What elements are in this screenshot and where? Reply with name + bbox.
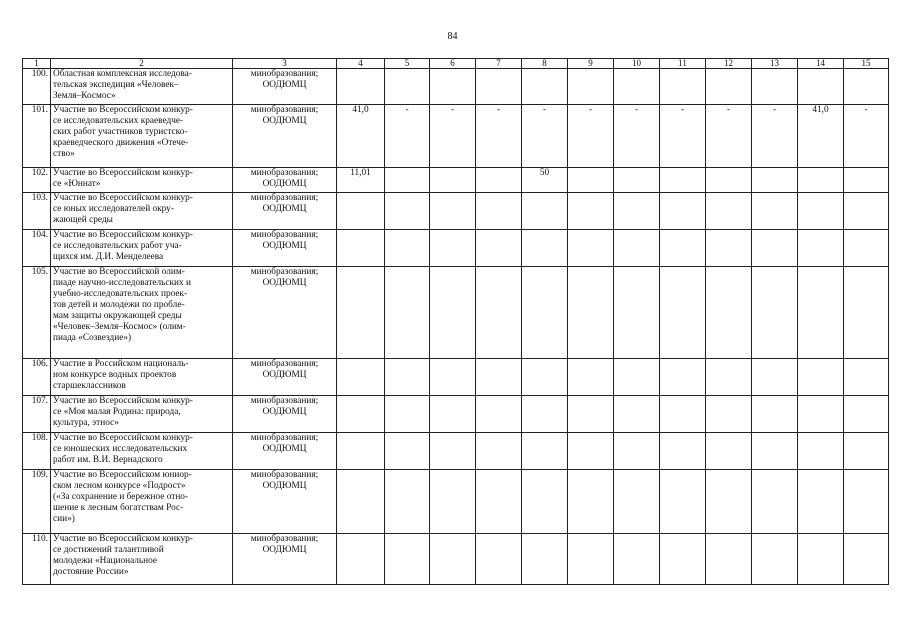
value-cell xyxy=(522,193,568,230)
column-header: 1 xyxy=(23,59,51,69)
value-cell: 11,01 xyxy=(337,168,385,193)
value-cell xyxy=(522,230,568,267)
value-cell xyxy=(614,359,660,396)
value-cell xyxy=(844,193,889,230)
value-cell xyxy=(660,193,706,230)
value-cell xyxy=(430,359,476,396)
value-cell xyxy=(844,168,889,193)
executor-line: минобразования; xyxy=(250,359,319,369)
event-name-line: се «Юннат» xyxy=(53,179,101,189)
event-name-line: Участие во Всероссийском конкур- xyxy=(53,193,193,203)
value-cell: 41,0 xyxy=(337,105,385,168)
event-name-line: Участие в Российском националь- xyxy=(53,359,189,369)
value-cell xyxy=(706,534,752,585)
value-cell xyxy=(385,69,430,105)
executor-line: минобразования; xyxy=(250,534,319,544)
value-cell xyxy=(614,534,660,585)
value-cell xyxy=(660,230,706,267)
event-name-line: сии») xyxy=(53,514,75,524)
executor xyxy=(233,470,337,534)
event-name xyxy=(51,230,233,267)
value-cell: - xyxy=(476,105,522,168)
value-cell xyxy=(844,230,889,267)
value-cell: - xyxy=(522,105,568,168)
value-cell: - xyxy=(614,105,660,168)
value-cell xyxy=(844,69,889,105)
executor xyxy=(233,267,337,359)
value-cell xyxy=(476,433,522,470)
value-cell xyxy=(385,359,430,396)
event-name-line: молодежи «Национальное xyxy=(53,556,158,566)
executor-line: минобразования; xyxy=(250,105,319,115)
executor-line: минобразования; xyxy=(250,168,319,178)
event-name-line: культура, этнос» xyxy=(53,418,119,428)
value-cell xyxy=(337,267,385,359)
column-header: 5 xyxy=(385,59,430,69)
executor-line: минобразования; xyxy=(250,69,319,79)
value-cell xyxy=(337,534,385,585)
row-number: 103. xyxy=(23,193,51,230)
value-cell xyxy=(337,69,385,105)
row-number: 107. xyxy=(23,396,51,433)
row-number: 105. xyxy=(23,267,51,359)
value-cell xyxy=(752,193,798,230)
event-name-line: пиаде научно-исследовательских и xyxy=(53,278,191,288)
value-cell xyxy=(614,69,660,105)
value-cell xyxy=(844,396,889,433)
event-name-line: («За сохранение и бережное отно- xyxy=(53,492,189,502)
value-cell xyxy=(798,359,844,396)
event-name-line: работ им. В.И. Вернадского xyxy=(53,455,163,465)
event-name-line: ском лесном конкурсе «Подрост» xyxy=(53,481,186,491)
row-number: 100. xyxy=(23,69,51,105)
executor-line: ООДЮМЦ xyxy=(262,370,307,380)
executor xyxy=(233,396,337,433)
event-name-line: старшеклассников xyxy=(53,381,126,391)
column-header: 6 xyxy=(430,59,476,69)
value-cell xyxy=(522,359,568,396)
value-cell xyxy=(430,193,476,230)
event-name-line: ских работ участников туристско- xyxy=(53,127,188,137)
value-cell xyxy=(385,470,430,534)
value-cell xyxy=(476,193,522,230)
page-number: 84 xyxy=(447,31,458,42)
event-name-line: Областная комплексная исследова- xyxy=(53,69,192,79)
executor xyxy=(233,69,337,105)
event-name xyxy=(51,359,233,396)
value-cell xyxy=(752,267,798,359)
event-name-line: Участие во Всероссийском конкур- xyxy=(53,105,193,115)
event-name-line: се юношеских исследовательских xyxy=(53,444,188,454)
event-name-line: мам защиты окружающей среды xyxy=(53,311,182,321)
value-cell xyxy=(798,433,844,470)
event-name-line: ство» xyxy=(53,149,75,159)
value-cell: 50 xyxy=(522,168,568,193)
event-name-line: учебно-исследовательских проек- xyxy=(53,289,188,299)
value-cell xyxy=(798,396,844,433)
table-row xyxy=(23,168,889,193)
column-header: 3 xyxy=(233,59,337,69)
row-number: 104. xyxy=(23,230,51,267)
event-name xyxy=(51,168,233,193)
value-cell xyxy=(568,168,614,193)
event-name xyxy=(51,433,233,470)
event-name-line: Участие во Всероссийской олим- xyxy=(53,267,185,277)
value-cell xyxy=(660,396,706,433)
value-cell xyxy=(568,267,614,359)
value-cell xyxy=(522,396,568,433)
column-header: 13 xyxy=(752,59,798,69)
executor-line: ООДЮМЦ xyxy=(262,204,307,214)
value-cell xyxy=(614,230,660,267)
event-name-line: достояние России» xyxy=(53,567,129,577)
value-cell xyxy=(568,396,614,433)
table-row xyxy=(23,267,889,359)
event-name-line: се юных исследователей окру- xyxy=(53,204,174,214)
event-name-line: щихся им. Д.И. Менделеева xyxy=(53,252,164,262)
executor-line: ООДЮМЦ xyxy=(262,407,307,417)
event-name-line: краеведческого движения «Отече- xyxy=(53,138,189,148)
executor xyxy=(233,168,337,193)
value-cell xyxy=(568,193,614,230)
table-row xyxy=(23,105,889,168)
executor xyxy=(233,534,337,585)
value-cell xyxy=(660,69,706,105)
value-cell: 41,0 xyxy=(798,105,844,168)
value-cell xyxy=(752,359,798,396)
value-cell: - xyxy=(660,105,706,168)
value-cell xyxy=(337,193,385,230)
table-row xyxy=(23,230,889,267)
value-cell xyxy=(660,433,706,470)
value-cell xyxy=(568,470,614,534)
value-cell: - xyxy=(844,105,889,168)
executor-line: ООДЮМЦ xyxy=(262,545,307,555)
value-cell xyxy=(385,230,430,267)
executor xyxy=(233,433,337,470)
value-cell xyxy=(752,230,798,267)
value-cell xyxy=(660,267,706,359)
value-cell xyxy=(385,168,430,193)
event-name-line: Земля–Космос» xyxy=(53,91,116,101)
value-cell xyxy=(844,433,889,470)
executor-line: минобразования; xyxy=(250,230,319,240)
event-name-line: тельская экспедиция «Человек– xyxy=(53,80,179,90)
table-row xyxy=(23,193,889,230)
event-name-line: Участие во Всероссийском конкур- xyxy=(53,230,193,240)
value-cell xyxy=(660,470,706,534)
event-name-line: се исследовательских работ уча- xyxy=(53,241,182,251)
value-cell: - xyxy=(752,105,798,168)
table-row xyxy=(23,470,889,534)
value-cell xyxy=(706,69,752,105)
value-cell xyxy=(430,267,476,359)
event-name xyxy=(51,534,233,585)
value-cell xyxy=(476,534,522,585)
column-header: 12 xyxy=(706,59,752,69)
value-cell xyxy=(752,396,798,433)
value-cell xyxy=(798,230,844,267)
value-cell xyxy=(476,359,522,396)
value-cell xyxy=(614,396,660,433)
value-cell xyxy=(476,230,522,267)
row-number: 102. xyxy=(23,168,51,193)
row-number: 106. xyxy=(23,359,51,396)
value-cell xyxy=(614,433,660,470)
value-cell xyxy=(706,359,752,396)
value-cell xyxy=(430,168,476,193)
column-header: 10 xyxy=(614,59,660,69)
value-cell xyxy=(522,470,568,534)
executor-line: минобразования; xyxy=(250,267,319,277)
row-number: 108. xyxy=(23,433,51,470)
executor-line: минобразования; xyxy=(250,433,319,443)
value-cell xyxy=(798,168,844,193)
value-cell xyxy=(706,433,752,470)
event-name-line: «Человек–Земля–Космос» (олим- xyxy=(53,322,186,332)
column-header: 14 xyxy=(798,59,844,69)
value-cell xyxy=(385,534,430,585)
event-name-line: шение к лесным богатствам Рос- xyxy=(53,503,184,513)
value-cell: - xyxy=(430,105,476,168)
event-name-line: Участие во Всероссийском конкур- xyxy=(53,534,193,544)
event-name-line: Участие во Всероссийском конкур- xyxy=(53,168,193,178)
column-header: 15 xyxy=(844,59,889,69)
value-cell xyxy=(522,69,568,105)
executor xyxy=(233,193,337,230)
executor-line: минобразования; xyxy=(250,193,319,203)
value-cell xyxy=(798,69,844,105)
value-cell xyxy=(430,230,476,267)
executor xyxy=(233,105,337,168)
value-cell xyxy=(568,230,614,267)
value-cell xyxy=(798,470,844,534)
executor-line: ООДЮМЦ xyxy=(262,241,307,251)
value-cell xyxy=(385,193,430,230)
value-cell xyxy=(568,433,614,470)
table-row xyxy=(23,433,889,470)
table-row xyxy=(23,359,889,396)
value-cell xyxy=(706,267,752,359)
event-name xyxy=(51,69,233,105)
executor xyxy=(233,359,337,396)
value-cell xyxy=(752,470,798,534)
event-name xyxy=(51,105,233,168)
value-cell xyxy=(476,168,522,193)
executor-line: ООДЮМЦ xyxy=(262,179,307,189)
executor-line: минобразования; xyxy=(250,396,319,406)
value-cell xyxy=(337,230,385,267)
value-cell xyxy=(752,433,798,470)
header-row xyxy=(23,59,889,69)
executor xyxy=(233,230,337,267)
column-header: 2 xyxy=(51,59,233,69)
table-row xyxy=(23,396,889,433)
value-cell xyxy=(614,267,660,359)
value-cell xyxy=(844,267,889,359)
value-cell: - xyxy=(706,105,752,168)
value-cell xyxy=(430,433,476,470)
event-name xyxy=(51,267,233,359)
value-cell xyxy=(337,396,385,433)
event-name-line: пиада «Созвездие») xyxy=(53,333,132,343)
value-cell xyxy=(706,470,752,534)
column-header: 8 xyxy=(522,59,568,69)
value-cell: - xyxy=(568,105,614,168)
column-header: 4 xyxy=(337,59,385,69)
event-name-line: ном конкурсе водных проектов xyxy=(53,370,177,380)
value-cell xyxy=(430,69,476,105)
value-cell xyxy=(568,359,614,396)
event-name-line: се достижений талантливой xyxy=(53,545,164,555)
plan-table xyxy=(22,58,889,585)
value-cell xyxy=(844,359,889,396)
column-header: 9 xyxy=(568,59,614,69)
value-cell xyxy=(430,534,476,585)
row-number: 109. xyxy=(23,470,51,534)
value-cell xyxy=(476,396,522,433)
value-cell xyxy=(798,534,844,585)
event-name-line: се исследовательских краеведче- xyxy=(53,116,184,126)
column-header: 7 xyxy=(476,59,522,69)
value-cell xyxy=(430,396,476,433)
value-cell xyxy=(706,193,752,230)
event-name xyxy=(51,470,233,534)
column-header: 11 xyxy=(660,59,706,69)
table-row xyxy=(23,534,889,585)
value-cell xyxy=(522,267,568,359)
value-cell xyxy=(614,470,660,534)
row-number: 110. xyxy=(23,534,51,585)
value-cell xyxy=(614,168,660,193)
event-name-line: Участие во Всероссийском конкур- xyxy=(53,396,193,406)
value-cell xyxy=(798,267,844,359)
value-cell xyxy=(476,69,522,105)
value-cell xyxy=(660,168,706,193)
event-name-line: тов детей и молодежи по пробле- xyxy=(53,300,185,310)
value-cell xyxy=(752,69,798,105)
executor-line: ООДЮМЦ xyxy=(262,80,307,90)
value-cell xyxy=(385,267,430,359)
event-name-line: жающей среды xyxy=(53,215,113,225)
value-cell: - xyxy=(385,105,430,168)
value-cell xyxy=(706,396,752,433)
value-cell xyxy=(337,359,385,396)
value-cell xyxy=(660,534,706,585)
value-cell xyxy=(844,534,889,585)
value-cell xyxy=(844,470,889,534)
value-cell xyxy=(476,470,522,534)
value-cell xyxy=(660,359,706,396)
value-cell xyxy=(568,534,614,585)
value-cell xyxy=(430,470,476,534)
value-cell xyxy=(476,267,522,359)
value-cell xyxy=(385,433,430,470)
value-cell xyxy=(337,433,385,470)
event-name-line: се «Моя малая Родина: природа, xyxy=(53,407,181,417)
value-cell xyxy=(706,230,752,267)
value-cell xyxy=(798,193,844,230)
executor-line: ООДЮМЦ xyxy=(262,444,307,454)
value-cell xyxy=(568,69,614,105)
value-cell xyxy=(752,168,798,193)
executor-line: ООДЮМЦ xyxy=(262,481,307,491)
value-cell xyxy=(614,193,660,230)
event-name-line: Участие во Всероссийском конкур- xyxy=(53,433,193,443)
row-number: 101. xyxy=(23,105,51,168)
value-cell xyxy=(522,433,568,470)
value-cell xyxy=(385,396,430,433)
event-name-line: Участие во Всероссийском юниор- xyxy=(53,470,192,480)
table-row xyxy=(23,69,889,105)
value-cell xyxy=(337,470,385,534)
value-cell xyxy=(706,168,752,193)
event-name xyxy=(51,396,233,433)
value-cell xyxy=(752,534,798,585)
executor-line: ООДЮМЦ xyxy=(262,278,307,288)
event-name xyxy=(51,193,233,230)
executor-line: ООДЮМЦ xyxy=(262,116,307,126)
executor-line: минобразования; xyxy=(250,470,319,480)
value-cell xyxy=(522,534,568,585)
